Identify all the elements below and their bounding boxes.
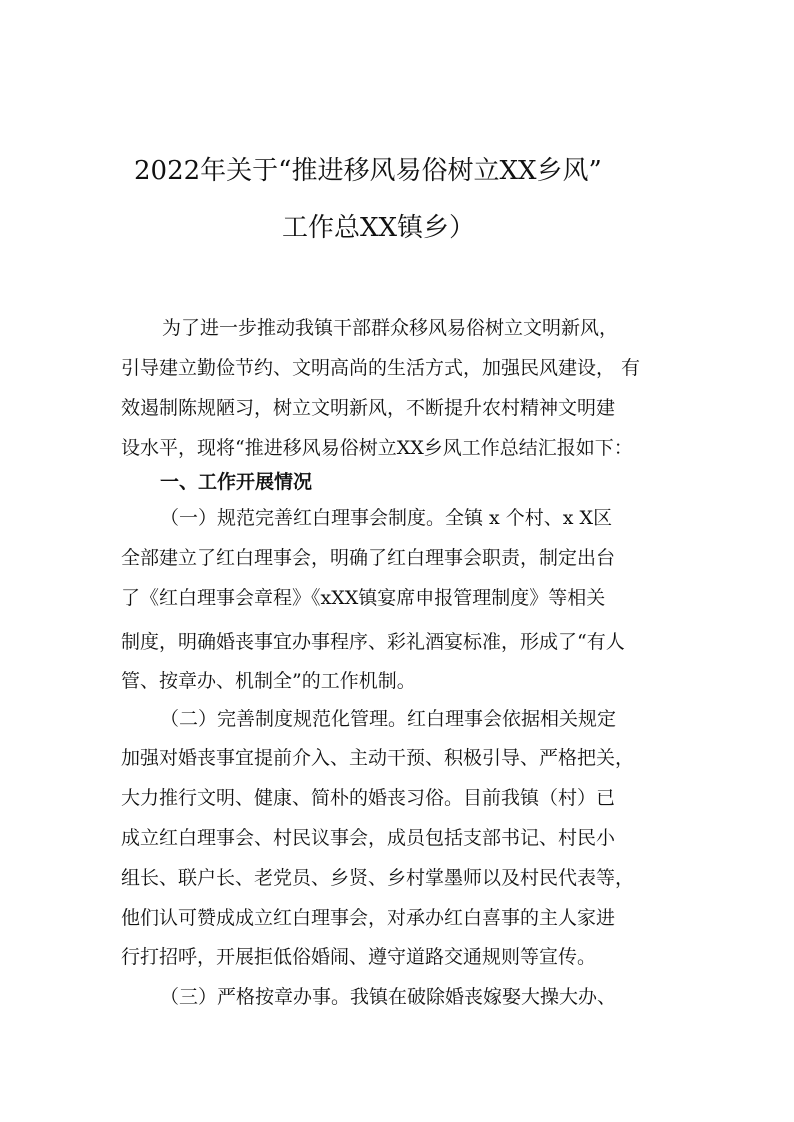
document-title-line-1: 2022年关于“推进移风易俗树立XX乡风” (134, 156, 602, 186)
paragraph-line: 大力推行文明、健康、简朴的婚丧习俗。目前我镇（村）已 (121, 787, 616, 809)
paragraph-line: 全部建立了红白理事会，明确了红白理事会职责，制定出台 (121, 547, 616, 569)
document-title-line-2: 工作总XX镇乡） (282, 213, 476, 243)
paragraph-line: 组长、联户长、老党员、乡贤、乡村掌墨师以及村民代表等， (121, 867, 635, 889)
paragraph-line: 他们认可赞成成立红白理事会，对承办红白喜事的主人家进 (121, 907, 616, 929)
paragraph-line: 加强对婚丧事宜提前介入、主动干预、积极引导、严格把关， (121, 747, 635, 769)
paragraph-line: 引导建立勤俭节约、文明高尚的生活方式，加强民风建设， 有 (121, 357, 641, 379)
paragraph-line: 行打招呼，开展拒低俗婚闹、遵守道路交通规则等宣传。 (121, 946, 597, 968)
paragraph-line: 成立红白理事会、村民议事会，成员包括支部书记、村民小 (121, 827, 616, 849)
paragraph-line: 管、按章办、机制全”的工作机制。 (121, 670, 416, 692)
section-heading: 一、工作开展情况 (160, 471, 313, 493)
paragraph-line: 效遏制陈规陋习，树立文明新风，不断提升农村精神文明建 (121, 397, 616, 419)
paragraph-line: 为了进一步推动我镇干部群众移风易俗树立文明新风， (162, 317, 619, 339)
paragraph-line: （三）严格按章办事。我镇在破除婚丧嫁娶大操大办、 (160, 986, 617, 1008)
paragraph-line: 制度，明确婚丧事宜办事程序、彩礼酒宴标准，形成了“有人 (121, 631, 625, 653)
paragraph-line: （二）完善制度规范化管理。红白理事会依据相关规定 (160, 708, 617, 730)
paragraph-line: 了《红白理事会章程》《xXX镇宴席申报管理制度》等相关 (121, 587, 606, 609)
paragraph-line: 设水平，现将“推进移风易俗树立XX乡风工作总结汇报如下： (121, 437, 633, 459)
paragraph-line: （一）规范完善红白理事会制度。全镇 x 个村、x X区 (160, 507, 613, 529)
